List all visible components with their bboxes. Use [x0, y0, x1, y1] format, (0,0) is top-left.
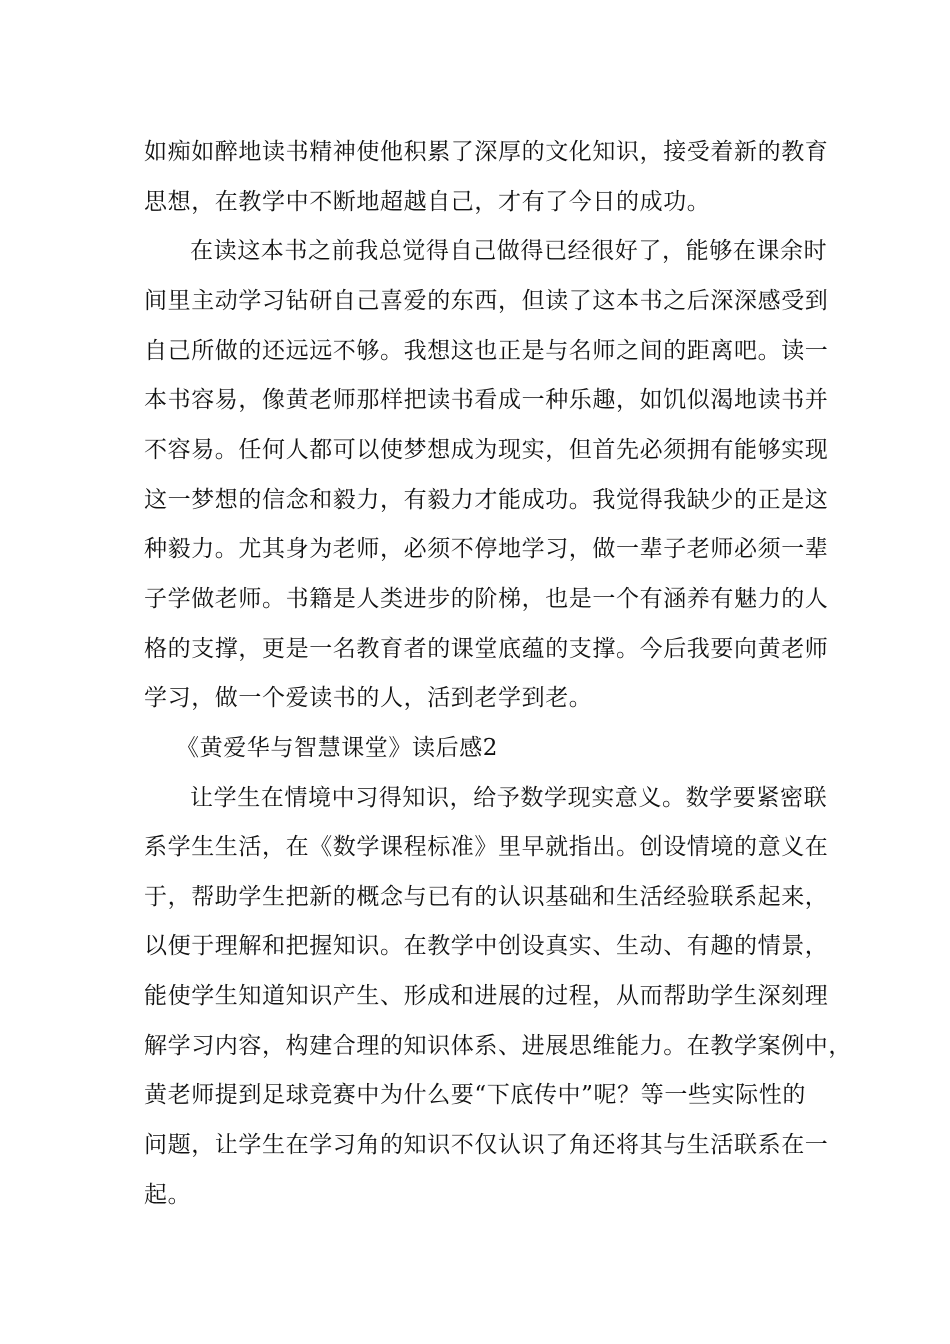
- text-line: 格的支撑，更是一名教育者的课堂底蕴的支撑。今后我要向黄老师: [144, 636, 829, 662]
- paragraph-start-line: 在读这本书之前我总觉得自己做得已经很好了，能够在课余时: [190, 238, 828, 264]
- paragraph-start-line: 让学生在情境中习得知识，给予数学现实意义。数学要紧密联: [190, 785, 828, 811]
- text-line: 于，帮助学生把新的概念与已有的认识基础和生活经验联系起来，: [144, 884, 829, 910]
- text-line: 种毅力。尤其身为老师，必须不停地学习，做一辈子老师必须一辈: [144, 536, 829, 562]
- text-line: 如痴如醉地读书精神使他积累了深厚的文化知识，接受着新的教育: [144, 139, 829, 165]
- text-line: 以便于理解和把握知识。在教学中创设真实、生动、有趣的情景，: [144, 933, 829, 959]
- text-line: 解学习内容，构建合理的知识体系、进展思维能力。在教学案例中，: [144, 1033, 852, 1059]
- text-line: 问题，让学生在学习角的知识不仅认识了角还将其与生活联系在一: [144, 1132, 829, 1158]
- text-line: 不容易。任何人都可以使梦想成为现实，但首先必须拥有能够实现: [144, 437, 829, 463]
- text-line: 子学做老师。书籍是人类进步的阶梯，也是一个有涵养有魅力的人: [144, 586, 829, 612]
- section-heading: 《黄爱华与智慧课堂》读后感2: [176, 735, 499, 761]
- text-line: 思想，在教学中不断地超越自己，才有了今日的成功。: [144, 189, 711, 215]
- text-line: 学习，做一个爱读书的人，活到老学到老。: [144, 685, 593, 711]
- text-line: 自己所做的还远远不够。我想这也正是与名师之间的距离吧。读一: [144, 338, 829, 364]
- text-line: 这一梦想的信念和毅力，有毅力才能成功。我觉得我缺少的正是这: [144, 487, 829, 513]
- text-line: 黄老师提到足球竞赛中为什么要“下底传中”呢？等一些实际性的: [144, 1082, 806, 1108]
- text-line: 间里主动学习钻研自己喜爱的东西，但读了这本书之后深深感受到: [144, 288, 829, 314]
- text-line: 系学生生活，在《数学课程标准》里早就指出。创设情境的意义在: [144, 834, 829, 860]
- text-line: 能使学生知道知识产生、形成和进展的过程，从而帮助学生深刻理: [144, 983, 829, 1009]
- text-line: 本书容易，像黄老师那样把读书看成一种乐趣，如饥似渴地读书并: [144, 387, 829, 413]
- text-line: 起。: [144, 1182, 192, 1208]
